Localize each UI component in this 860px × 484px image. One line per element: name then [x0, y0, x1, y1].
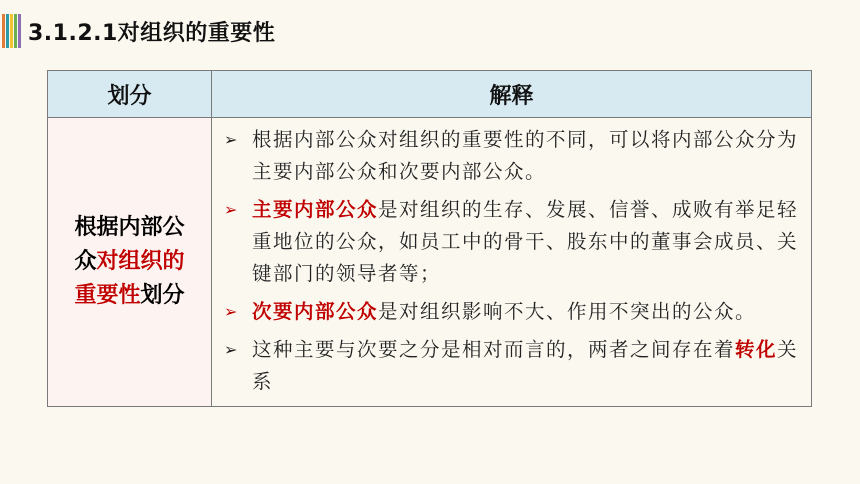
stripe — [6, 14, 9, 48]
table-header-row — [48, 71, 812, 118]
bullet-text — [252, 296, 805, 328]
division-line-2 — [54, 245, 205, 279]
bullet-item — [224, 334, 805, 398]
bullet-highlight: 主要内部公众 — [252, 198, 379, 221]
column-header-division: 划分 — [48, 71, 212, 118]
bullet-item — [224, 296, 805, 328]
bullet-body: 是对组织影响不大、作用不突出的公众。 — [378, 300, 757, 323]
arrow-bullet-icon: ➢ — [224, 200, 239, 219]
division-highlight: 对组织的 — [96, 249, 185, 274]
arrow-bullet-icon: ➢ — [224, 340, 239, 359]
bullet-item — [224, 194, 805, 290]
bullet-text — [252, 194, 805, 290]
bullet-body: 这种主要与次要之分是相对而言的，两者之间存在着 — [252, 338, 736, 361]
classification-table — [47, 70, 812, 407]
division-cell — [48, 118, 212, 407]
stripe — [2, 14, 5, 48]
column-header-explanation: 解释 — [212, 71, 812, 118]
explanation-cell — [212, 118, 812, 407]
color-stripes-icon — [2, 14, 22, 48]
bullet-text — [252, 334, 805, 398]
division-highlight: 重要性 — [74, 283, 141, 308]
slide-title-bar — [0, 10, 860, 52]
arrow-bullet-icon: ➢ — [224, 130, 239, 149]
division-text: 划分 — [140, 283, 185, 308]
bullet-highlight: 转化 — [735, 338, 778, 361]
bullet-body: 关系 — [252, 338, 799, 393]
division-text: 众 — [74, 249, 97, 274]
division-line-3 — [54, 279, 205, 313]
bullet-body: 是对组织的生存、发展、信誉、成败有举足轻重地位的公众，如员工中的骨干、股东中的董事会成员、关键部门的领导者等； — [252, 198, 799, 285]
bullet-highlight: 次要内部公众 — [252, 300, 379, 323]
stripe — [10, 14, 13, 48]
stripe — [18, 14, 21, 48]
table-row — [48, 118, 812, 407]
bullet-text: 根据内部公众对组织的重要性的不同，可以将内部公众分为主要内部公众和次要内部公众。 — [252, 128, 799, 183]
bullet-item — [224, 124, 805, 188]
slide-title: 3.1.2.1对组织的重要性 — [28, 20, 276, 46]
division-line-1: 根据内部公 — [74, 215, 185, 240]
arrow-bullet-icon: ➢ — [224, 302, 239, 321]
stripe — [14, 14, 17, 48]
